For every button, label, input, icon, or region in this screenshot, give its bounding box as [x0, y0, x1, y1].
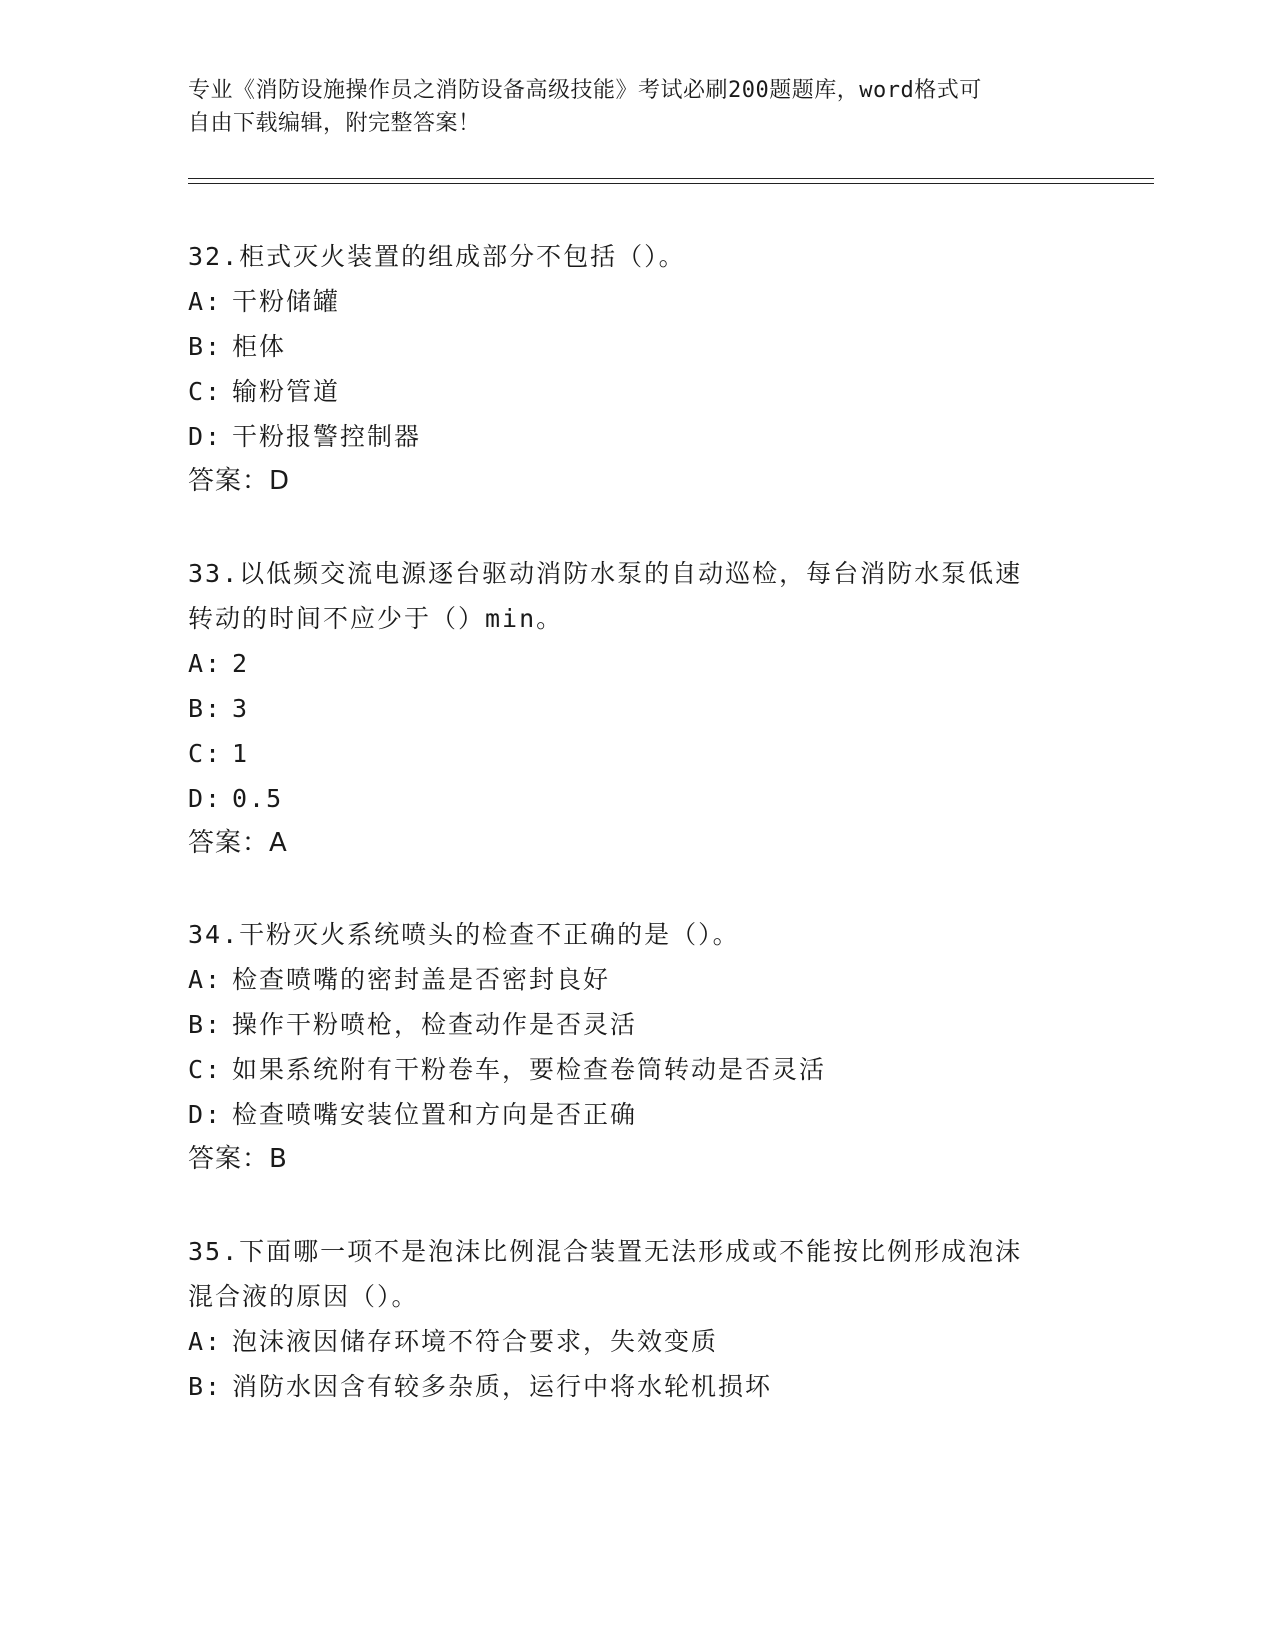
answer-line: 答案：A [188, 828, 288, 858]
option-letter: A: [188, 649, 223, 678]
option-text: 输粉管道 [232, 377, 341, 406]
option-c [188, 1047, 1088, 1092]
option-letter: B: [188, 1372, 223, 1401]
option-letter: B: [188, 332, 223, 361]
option-letter: C: [188, 739, 223, 768]
document-header [188, 74, 1068, 140]
option-c [188, 731, 1088, 776]
option-letter: C: [188, 377, 223, 406]
question-stem-line-2: 转动的时间不应少于（）min。 [188, 604, 564, 633]
option-text: 干粉储罐 [232, 287, 341, 316]
option-letter: D: [188, 422, 223, 451]
option-text: 2 [232, 649, 250, 678]
option-a [188, 641, 1088, 686]
answer-line: 答案：B [188, 1144, 288, 1174]
question-stem: 32.柜式灭火装置的组成部分不包括（）。 [188, 242, 686, 271]
option-d [188, 1092, 1088, 1137]
option-text: 泡沫液因储存环境不符合要求，失效变质 [232, 1327, 719, 1356]
option-letter: C: [188, 1055, 223, 1084]
question-stem-line-1: 35.下面哪一项不是泡沫比例混合装置无法形成或不能按比例形成泡沫 [188, 1237, 1023, 1266]
option-a [188, 279, 1088, 324]
option-text: 柜体 [232, 332, 287, 361]
option-letter: D: [188, 784, 223, 813]
option-b [188, 1364, 1088, 1409]
option-text: 3 [232, 694, 250, 723]
option-letter: A: [188, 287, 223, 316]
option-c [188, 369, 1088, 414]
option-text: 检查喷嘴的密封盖是否密封良好 [232, 965, 611, 994]
option-a [188, 957, 1088, 1002]
question-32 [188, 234, 1088, 504]
option-letter: B: [188, 694, 223, 723]
question-stem-line-2: 混合液的原因（）。 [188, 1282, 419, 1311]
question-33 [188, 551, 1088, 866]
option-text: 干粉报警控制器 [232, 422, 422, 451]
option-letter: B: [188, 1010, 223, 1039]
option-text: 操作干粉喷枪，检查动作是否灵活 [232, 1010, 638, 1039]
option-text: 消防水因含有较多杂质，运行中将水轮机损坏 [232, 1372, 773, 1401]
option-a [188, 1319, 1088, 1364]
question-stem: 34.干粉灭火系统喷头的检查不正确的是（）。 [188, 920, 740, 949]
option-b [188, 1002, 1088, 1047]
question-stem-line-1: 33.以低频交流电源逐台驱动消防水泵的自动巡检，每台消防水泵低速 [188, 559, 1023, 588]
header-line-2: 自由下载编辑，附完整答案！ [188, 111, 481, 136]
option-text: 检查喷嘴安装位置和方向是否正确 [232, 1100, 638, 1129]
answer-line: 答案：D [188, 466, 291, 496]
option-d [188, 414, 1088, 459]
header-line-1: 专业《消防设施操作员之消防设备高级技能》考试必刷200题题库，word格式可 [188, 78, 982, 103]
question-35 [188, 1229, 1088, 1409]
header-divider-bottom [188, 183, 1154, 184]
option-letter: A: [188, 965, 223, 994]
option-letter: D: [188, 1100, 223, 1129]
option-text: 如果系统附有干粉卷车，要检查卷筒转动是否灵活 [232, 1055, 827, 1084]
option-text: 1 [232, 739, 250, 768]
header-divider-top [188, 178, 1154, 179]
option-text: 0.5 [232, 784, 284, 813]
option-b [188, 686, 1088, 731]
option-letter: A: [188, 1327, 223, 1356]
question-34 [188, 912, 1088, 1182]
option-d [188, 776, 1088, 821]
option-b [188, 324, 1088, 369]
